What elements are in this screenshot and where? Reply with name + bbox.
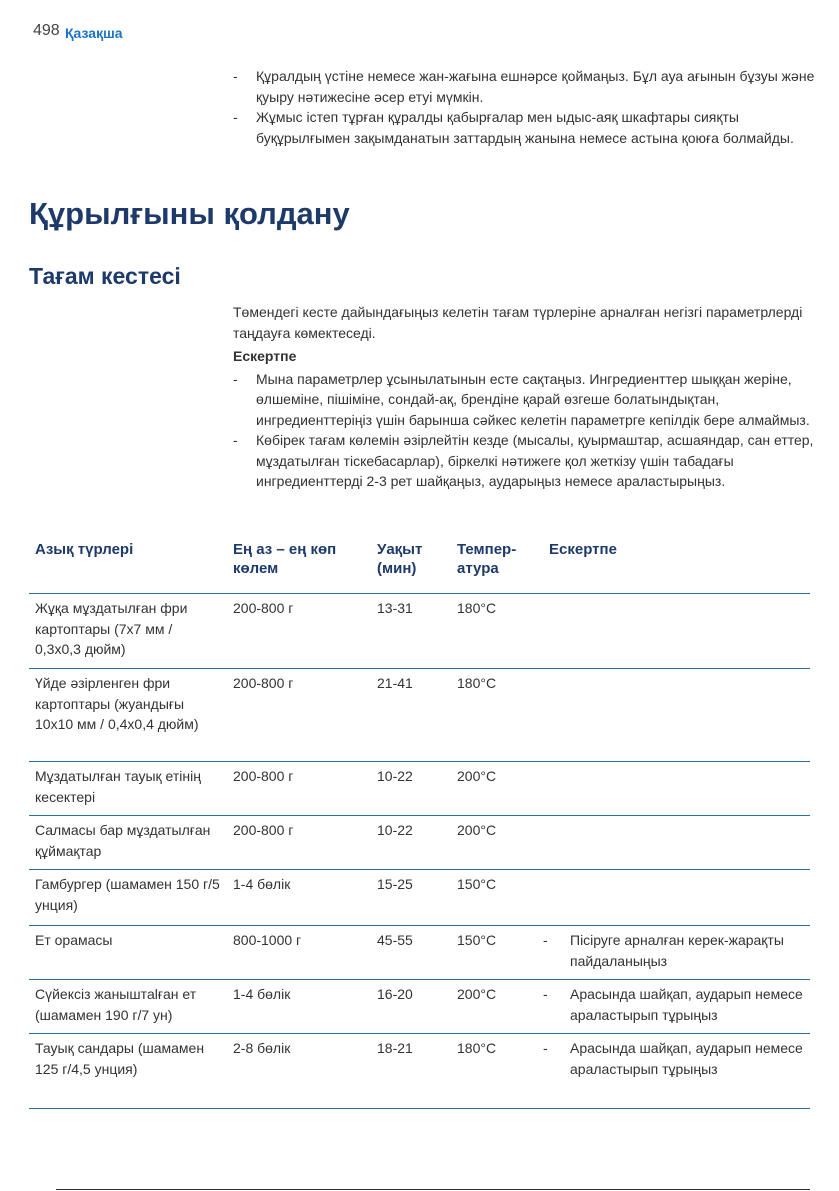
col-header-amount: Ең аз – ең көп көлем — [227, 538, 371, 594]
note-title: Ескертпе — [233, 348, 297, 364]
cell-temp: 200°C — [451, 980, 543, 1034]
footer-divider — [56, 1189, 810, 1190]
cell-time: 15-25 — [371, 870, 451, 926]
table-header-row — [29, 538, 810, 594]
bullet-text: Құралдың үстіне немесе жан-жағына ешнәрсе қоймаңыз. Бұл ауа ағынын бұзуы және қуыру нәтижесіне әсер етуі мүмкін. — [256, 68, 815, 105]
cell-note — [543, 594, 810, 669]
cell-food: Сүйексіз жаныштalған ет (шамамен 190 г/7 ун) — [29, 980, 227, 1034]
cell-note — [543, 669, 810, 762]
table-row — [29, 816, 810, 870]
list-item — [233, 369, 818, 431]
cell-temp: 180°C — [451, 669, 543, 762]
cell-note — [543, 980, 810, 1034]
bullet-text: Мына параметрлер ұсынылатынын есте сақтаңыз. Ингредиенттер шыққан жеріне, өлшеміне, пішіміне, сондай-ақ, брендіне қарай өзгеше болатындықтан, ингредиенттеріңіз үшін барынша сәйкес келетін параметрге кепілдік бере алмаймыз. — [256, 370, 810, 428]
cell-amount: 200-800 г — [227, 669, 371, 762]
cell-food: Тауық сандары (шамамен 125 г/4,5 унция) — [29, 1034, 227, 1109]
table-row — [29, 1034, 810, 1109]
cell-time: 10-22 — [371, 816, 451, 870]
table-row — [29, 980, 810, 1034]
list-item — [233, 107, 818, 148]
note-text: Арасында шайқап, аударып немесе араластырып тұрыңыз — [570, 986, 803, 1023]
cell-amount: 200-800 г — [227, 816, 371, 870]
cell-note — [543, 762, 810, 816]
note-bullet-list — [233, 369, 818, 492]
cell-amount: 200-800 г — [227, 762, 371, 816]
section-title: Құрылғыны қолдану — [29, 196, 350, 231]
dash: - — [233, 370, 238, 387]
note-text: Арасында шайқап, аударып немесе араластырып тұрыңыз — [570, 1040, 803, 1077]
dash: - — [233, 432, 238, 448]
list-item — [233, 66, 818, 107]
subsection-title: Тағам кестесі — [29, 263, 181, 289]
cell-amount: 1-4 бөлік — [227, 870, 371, 926]
cell-note — [543, 1034, 810, 1109]
top-bullet-list — [233, 66, 818, 148]
cell-food: Гамбургер (шамамен 150 г/5 унция) — [29, 870, 227, 926]
cell-temp: 150°C — [451, 926, 543, 980]
table-row — [29, 669, 810, 762]
col-header-note: Ескертпе — [543, 538, 810, 594]
cell-note — [543, 816, 810, 870]
cell-food: Жұқа мұздатылған фри картоптары (7x7 мм / 0,3x0,3 дюйм) — [29, 594, 227, 669]
food-table — [29, 538, 810, 1109]
cell-food: Үйде әзірленген фри картоптары (жуандығы 10x10 мм / 0,4x0,4 дюйм) — [29, 669, 227, 762]
col-header-temp: Темпер-атура — [451, 538, 543, 594]
bullet-text: Көбірек тағам көлемін әзірлейтін кезде (мысалы, қуырмаштар, асшаяндар, сан еттер, мұздатылған тіскебасарлар), біркелкі нәтижеге қол жеткізу үшін табадағы ингредиенттерді 2-3 рет шайқаңыз, аударыңыз немесе араластырыңыз. — [256, 432, 814, 489]
dash: - — [543, 986, 548, 1002]
dash: - — [543, 1040, 548, 1056]
list-item — [233, 430, 818, 492]
cell-time: 13-31 — [371, 594, 451, 669]
cell-temp: 180°C — [451, 594, 543, 669]
note-text: Пісіруге арналған керек-жарақты пайдаланыңыз — [570, 932, 784, 969]
dash: - — [233, 68, 238, 84]
cell-note — [543, 926, 810, 980]
cell-time: 10-22 — [371, 762, 451, 816]
cell-note — [543, 870, 810, 926]
cell-amount: 2-8 бөлік — [227, 1034, 371, 1109]
cell-time: 16-20 — [371, 980, 451, 1034]
table-row — [29, 594, 810, 669]
cell-amount: 200-800 г — [227, 594, 371, 669]
bullet-text: Жұмыс істеп тұрған құралды қабырғалар мен ыдыс-аяқ шкафтары сияқты буқұрылғымен зақымданатын заттардың жанына немесе астына қоюға болмайды. — [256, 109, 794, 146]
cell-food: Салмасы бар мұздатылған құймақтар — [29, 816, 227, 870]
intro-block — [233, 302, 814, 492]
cell-time: 45-55 — [371, 926, 451, 980]
cell-time: 18-21 — [371, 1034, 451, 1109]
cell-food: Мұздатылған тауық етінің кесектері — [29, 762, 227, 816]
cell-temp: 200°C — [451, 816, 543, 870]
language-label: Қазақша — [65, 25, 123, 41]
page-number: 498 — [33, 22, 60, 39]
cell-food: Ет орамасы — [29, 926, 227, 980]
cell-amount: 800-1000 г — [227, 926, 371, 980]
dash: - — [543, 932, 548, 948]
table-row — [29, 926, 810, 980]
cell-temp: 200°C — [451, 762, 543, 816]
table-row — [29, 870, 810, 926]
cell-temp: 150°C — [451, 870, 543, 926]
cell-amount: 1-4 бөлік — [227, 980, 371, 1034]
cell-time: 21-41 — [371, 669, 451, 762]
col-header-food: Азық түрлері — [29, 538, 227, 594]
col-header-time: Уақыт (мин) — [371, 538, 451, 594]
table-row — [29, 762, 810, 816]
dash: - — [233, 109, 238, 125]
intro-text: Төмендегі кесте дайындағыңыз келетін тағам түрлеріне арналған негізгі параметрлерді таңдауға көмектеседі. — [233, 304, 803, 341]
cell-temp: 180°C — [451, 1034, 543, 1109]
